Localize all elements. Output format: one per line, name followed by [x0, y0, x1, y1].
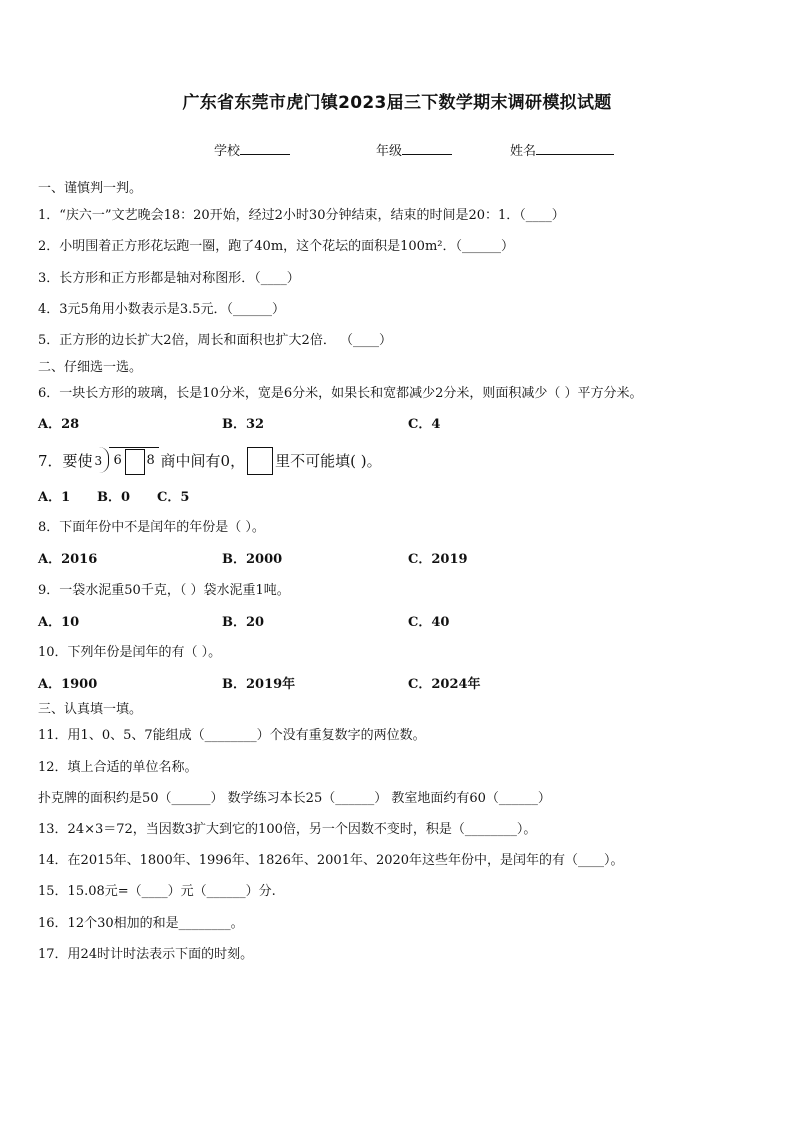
- option-c: C．4: [408, 417, 441, 432]
- question-10: 10．下列年份是闰年的有（ ）。: [38, 645, 222, 660]
- question-5: 5．正方形的边长扩大2倍，周长和面积也扩大2倍． （____）: [38, 333, 392, 348]
- question-13: 13．24×3＝72，当因数3扩大到它的100倍，另一个因数不变时，积是（________）。: [38, 822, 537, 837]
- option-c: C．2024年: [408, 677, 481, 692]
- option-c: C．40: [408, 615, 450, 630]
- question-15: 15．15.08元=（____）元（______）分.: [38, 884, 276, 899]
- divisor: 3: [94, 454, 103, 468]
- option-a: A．28: [38, 417, 80, 432]
- grade-field: [376, 140, 452, 159]
- q7-mid: 商中间有0，: [160, 452, 246, 470]
- q7-suffix: 里不可能填( )。: [275, 452, 382, 470]
- long-division-symbol: [95, 447, 159, 475]
- school-blank: [240, 141, 290, 155]
- option-b: B．0: [97, 490, 131, 505]
- question-11: 11．用1、0、5、7能组成（________）个没有重复数字的两位数。: [38, 728, 426, 743]
- option-b: B．2000: [222, 552, 283, 567]
- option-b: B．2019年: [222, 677, 296, 692]
- question-2: 2．小明围着正方形花坛跑一圈，跑了40m，这个花坛的面积是100m²．（______）: [38, 239, 514, 254]
- name-label: 姓名: [510, 144, 537, 159]
- option-a: A．1900: [38, 677, 98, 692]
- name-field: [510, 140, 614, 159]
- question-4: 4．3元5角用小数表示是3.5元．（______）: [38, 302, 285, 317]
- section-heading: 二、仔细选一选。: [38, 360, 143, 375]
- answer-box: [247, 447, 273, 475]
- question-12: 12．填上合适的单位名称。: [38, 760, 198, 775]
- section-heading: 一、谨慎判一判。: [38, 181, 143, 196]
- dividend-digit: 6: [113, 453, 122, 468]
- school-field: [214, 140, 290, 159]
- option-a: A．2016: [38, 552, 98, 567]
- page-title: 广东省东莞市虎门镇2023届三下数学期末调研模拟试题: [182, 93, 612, 113]
- division-bracket: [99, 447, 109, 473]
- grade-blank: [402, 141, 452, 155]
- option-b: B．32: [222, 417, 265, 432]
- division-overline: [109, 447, 159, 448]
- question-7: [38, 446, 382, 476]
- question-9: 9．一袋水泥重50千克，（ ）袋水泥重1吨。: [38, 583, 290, 598]
- dividend-digit: 8: [146, 453, 155, 468]
- answer-box: [125, 449, 145, 475]
- question-1: 1．“庆六一”文艺晚会18：20开始，经过2小时30分钟结束，结束的时间是20：1．（____）: [38, 208, 565, 223]
- option-c: C．5: [157, 490, 190, 505]
- grade-label: 年级: [376, 144, 403, 159]
- question-8: 8．下面年份中不是闰年的年份是（ ）。: [38, 520, 265, 535]
- question-6: 6．一块长方形的玻璃，长是10分米，宽是6分米，如果长和宽都减少2分米，则面积减少（ ）平方分米。: [38, 386, 643, 401]
- question-14: 14．在2015年、1800年、1996年、1826年、2001年、2020年这些年份中，是闰年的有（____）。: [38, 853, 624, 868]
- question-16: 16．12个30相加的和是________。: [38, 916, 244, 931]
- section-heading: 三、认真填一填。: [38, 702, 143, 717]
- option-b: B．20: [222, 615, 265, 630]
- school-label: 学校: [214, 144, 241, 159]
- option-a: A．1: [38, 490, 71, 505]
- question-17: 17．用24时计时法表示下面的时刻。: [38, 947, 254, 962]
- option-c: C．2019: [408, 552, 468, 567]
- question-12-items: 扑克牌的面积约是50（______） 数学练习本长25（______） 教室地面约有60（______）: [38, 791, 551, 806]
- q7-prefix: 7．要使: [38, 452, 93, 470]
- name-blank: [536, 141, 614, 155]
- option-a: A．10: [38, 615, 80, 630]
- question-3: 3．长方形和正方形都是轴对称图形．（____）: [38, 271, 300, 286]
